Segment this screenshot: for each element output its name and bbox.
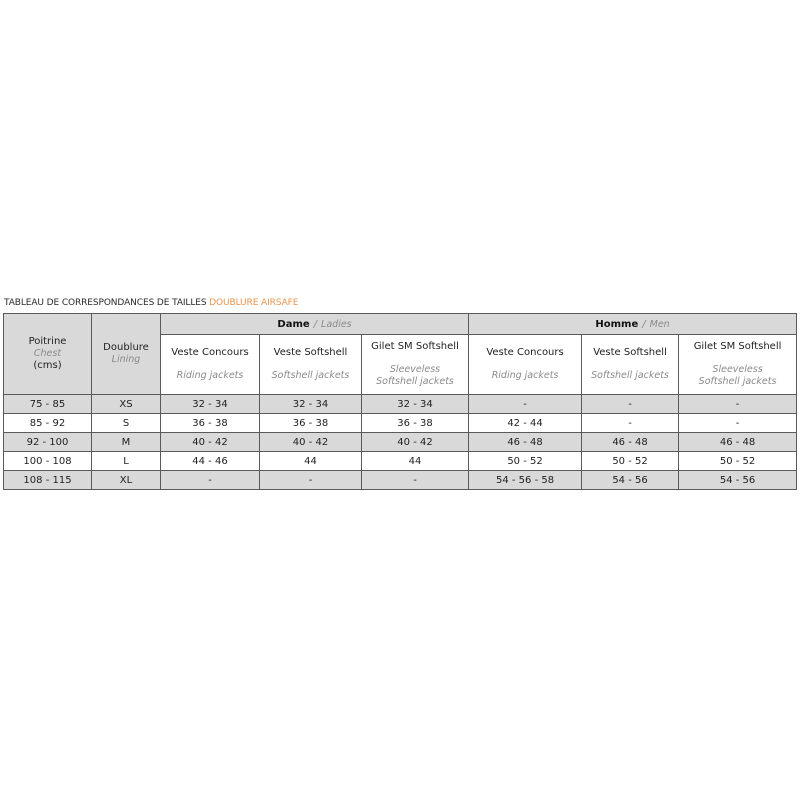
cell-poitrine: 92 - 100 <box>4 433 92 452</box>
table-row <box>4 452 797 471</box>
header-dame-sep: / <box>313 318 318 330</box>
product-en-line1: Sleeveless <box>389 364 441 375</box>
cell-homme-veste-concours: 54 - 56 - 58 <box>469 471 582 490</box>
product-en-line1: Sleeveless <box>712 364 763 375</box>
header-poitrine <box>4 314 92 395</box>
header-homme-sep: / <box>642 318 646 330</box>
header-homme-fr: Homme <box>595 318 639 330</box>
product-en: Softshell jackets <box>271 370 350 381</box>
cell-dame-veste-softshell: 36 - 38 <box>260 414 362 433</box>
table-row <box>4 395 797 414</box>
header-dame-fr: Dame <box>277 318 310 330</box>
cell-homme-gilet-softshell: - <box>679 414 797 433</box>
product-fr: Veste Concours <box>171 347 249 358</box>
product-en: Softshell jackets <box>591 370 669 381</box>
product-en-line2: Softshell jackets <box>376 376 454 387</box>
cell-dame-gilet-softshell: 40 - 42 <box>362 433 469 452</box>
cell-homme-veste-softshell: 54 - 56 <box>582 471 679 490</box>
cell-dame-veste-softshell: 40 - 42 <box>260 433 362 452</box>
header-row-groups <box>4 314 797 335</box>
cell-homme-gilet-softshell: 50 - 52 <box>679 452 797 471</box>
cell-homme-veste-concours: 50 - 52 <box>469 452 582 471</box>
header-product-homme-gilet-softshell <box>679 335 797 395</box>
cell-dame-gilet-softshell: - <box>362 471 469 490</box>
header-poitrine-en: Chest <box>33 348 62 359</box>
product-en: Riding jackets <box>491 370 559 381</box>
header-product-dame-veste-concours <box>161 335 260 395</box>
cell-poitrine: 85 - 92 <box>4 414 92 433</box>
header-poitrine-fr: Poitrine <box>28 336 67 347</box>
cell-homme-gilet-softshell: 46 - 48 <box>679 433 797 452</box>
cell-dame-veste-concours: - <box>161 471 260 490</box>
header-homme <box>469 314 797 335</box>
product-fr: Veste Softshell <box>593 347 667 358</box>
cell-dame-veste-concours: 44 - 46 <box>161 452 260 471</box>
cell-doublure: L <box>92 452 161 471</box>
cell-homme-veste-concours: 42 - 44 <box>469 414 582 433</box>
cell-dame-veste-concours: 32 - 34 <box>161 395 260 414</box>
cell-dame-gilet-softshell: 32 - 34 <box>362 395 469 414</box>
header-product-dame-veste-softshell <box>260 335 362 395</box>
cell-doublure: S <box>92 414 161 433</box>
header-product-homme-veste-softshell <box>582 335 679 395</box>
cell-poitrine: 100 - 108 <box>4 452 92 471</box>
cell-poitrine: 108 - 115 <box>4 471 92 490</box>
cell-homme-gilet-softshell: 54 - 56 <box>679 471 797 490</box>
cell-homme-veste-concours: - <box>469 395 582 414</box>
product-en-line2: Softshell jackets <box>698 376 777 387</box>
header-product-homme-veste-concours <box>469 335 582 395</box>
product-fr: Veste Softshell <box>273 347 348 358</box>
product-fr: Gilet SM Softshell <box>693 341 782 352</box>
cell-doublure: XL <box>92 471 161 490</box>
cell-dame-gilet-softshell: 44 <box>362 452 469 471</box>
title-main: TABLEAU DE CORRESPONDANCES DE TAILLES <box>4 298 207 308</box>
title-accent: DOUBLURE AIRSAFE <box>209 298 299 308</box>
table-row <box>4 433 797 452</box>
size-chart-table <box>3 313 797 490</box>
header-poitrine-unit: (cms) <box>33 360 62 371</box>
product-fr: Gilet SM Softshell <box>371 341 459 352</box>
cell-poitrine: 75 - 85 <box>4 395 92 414</box>
product-fr: Veste Concours <box>486 347 564 358</box>
cell-homme-veste-softshell: - <box>582 414 679 433</box>
cell-doublure: M <box>92 433 161 452</box>
cell-homme-veste-softshell: 50 - 52 <box>582 452 679 471</box>
cell-dame-veste-concours: 40 - 42 <box>161 433 260 452</box>
product-en: Riding jackets <box>176 370 244 381</box>
cell-homme-gilet-softshell: - <box>679 395 797 414</box>
cell-dame-veste-softshell: 44 <box>260 452 362 471</box>
header-dame-en: Ladies <box>321 318 352 330</box>
header-doublure-en: Lining <box>111 354 141 365</box>
cell-dame-veste-softshell: 32 - 34 <box>260 395 362 414</box>
header-doublure-fr: Doublure <box>103 342 149 353</box>
cell-homme-veste-softshell: - <box>582 395 679 414</box>
header-dame <box>161 314 469 335</box>
cell-doublure: XS <box>92 395 161 414</box>
table-row <box>4 414 797 433</box>
header-doublure <box>92 314 161 395</box>
cell-dame-veste-softshell: - <box>260 471 362 490</box>
cell-dame-gilet-softshell: 36 - 38 <box>362 414 469 433</box>
header-product-dame-gilet-softshell <box>362 335 469 395</box>
cell-homme-veste-softshell: 46 - 48 <box>582 433 679 452</box>
cell-homme-veste-concours: 46 - 48 <box>469 433 582 452</box>
table-row <box>4 471 797 490</box>
table-title <box>4 298 298 308</box>
header-homme-en: Men <box>649 318 670 330</box>
cell-dame-veste-concours: 36 - 38 <box>161 414 260 433</box>
